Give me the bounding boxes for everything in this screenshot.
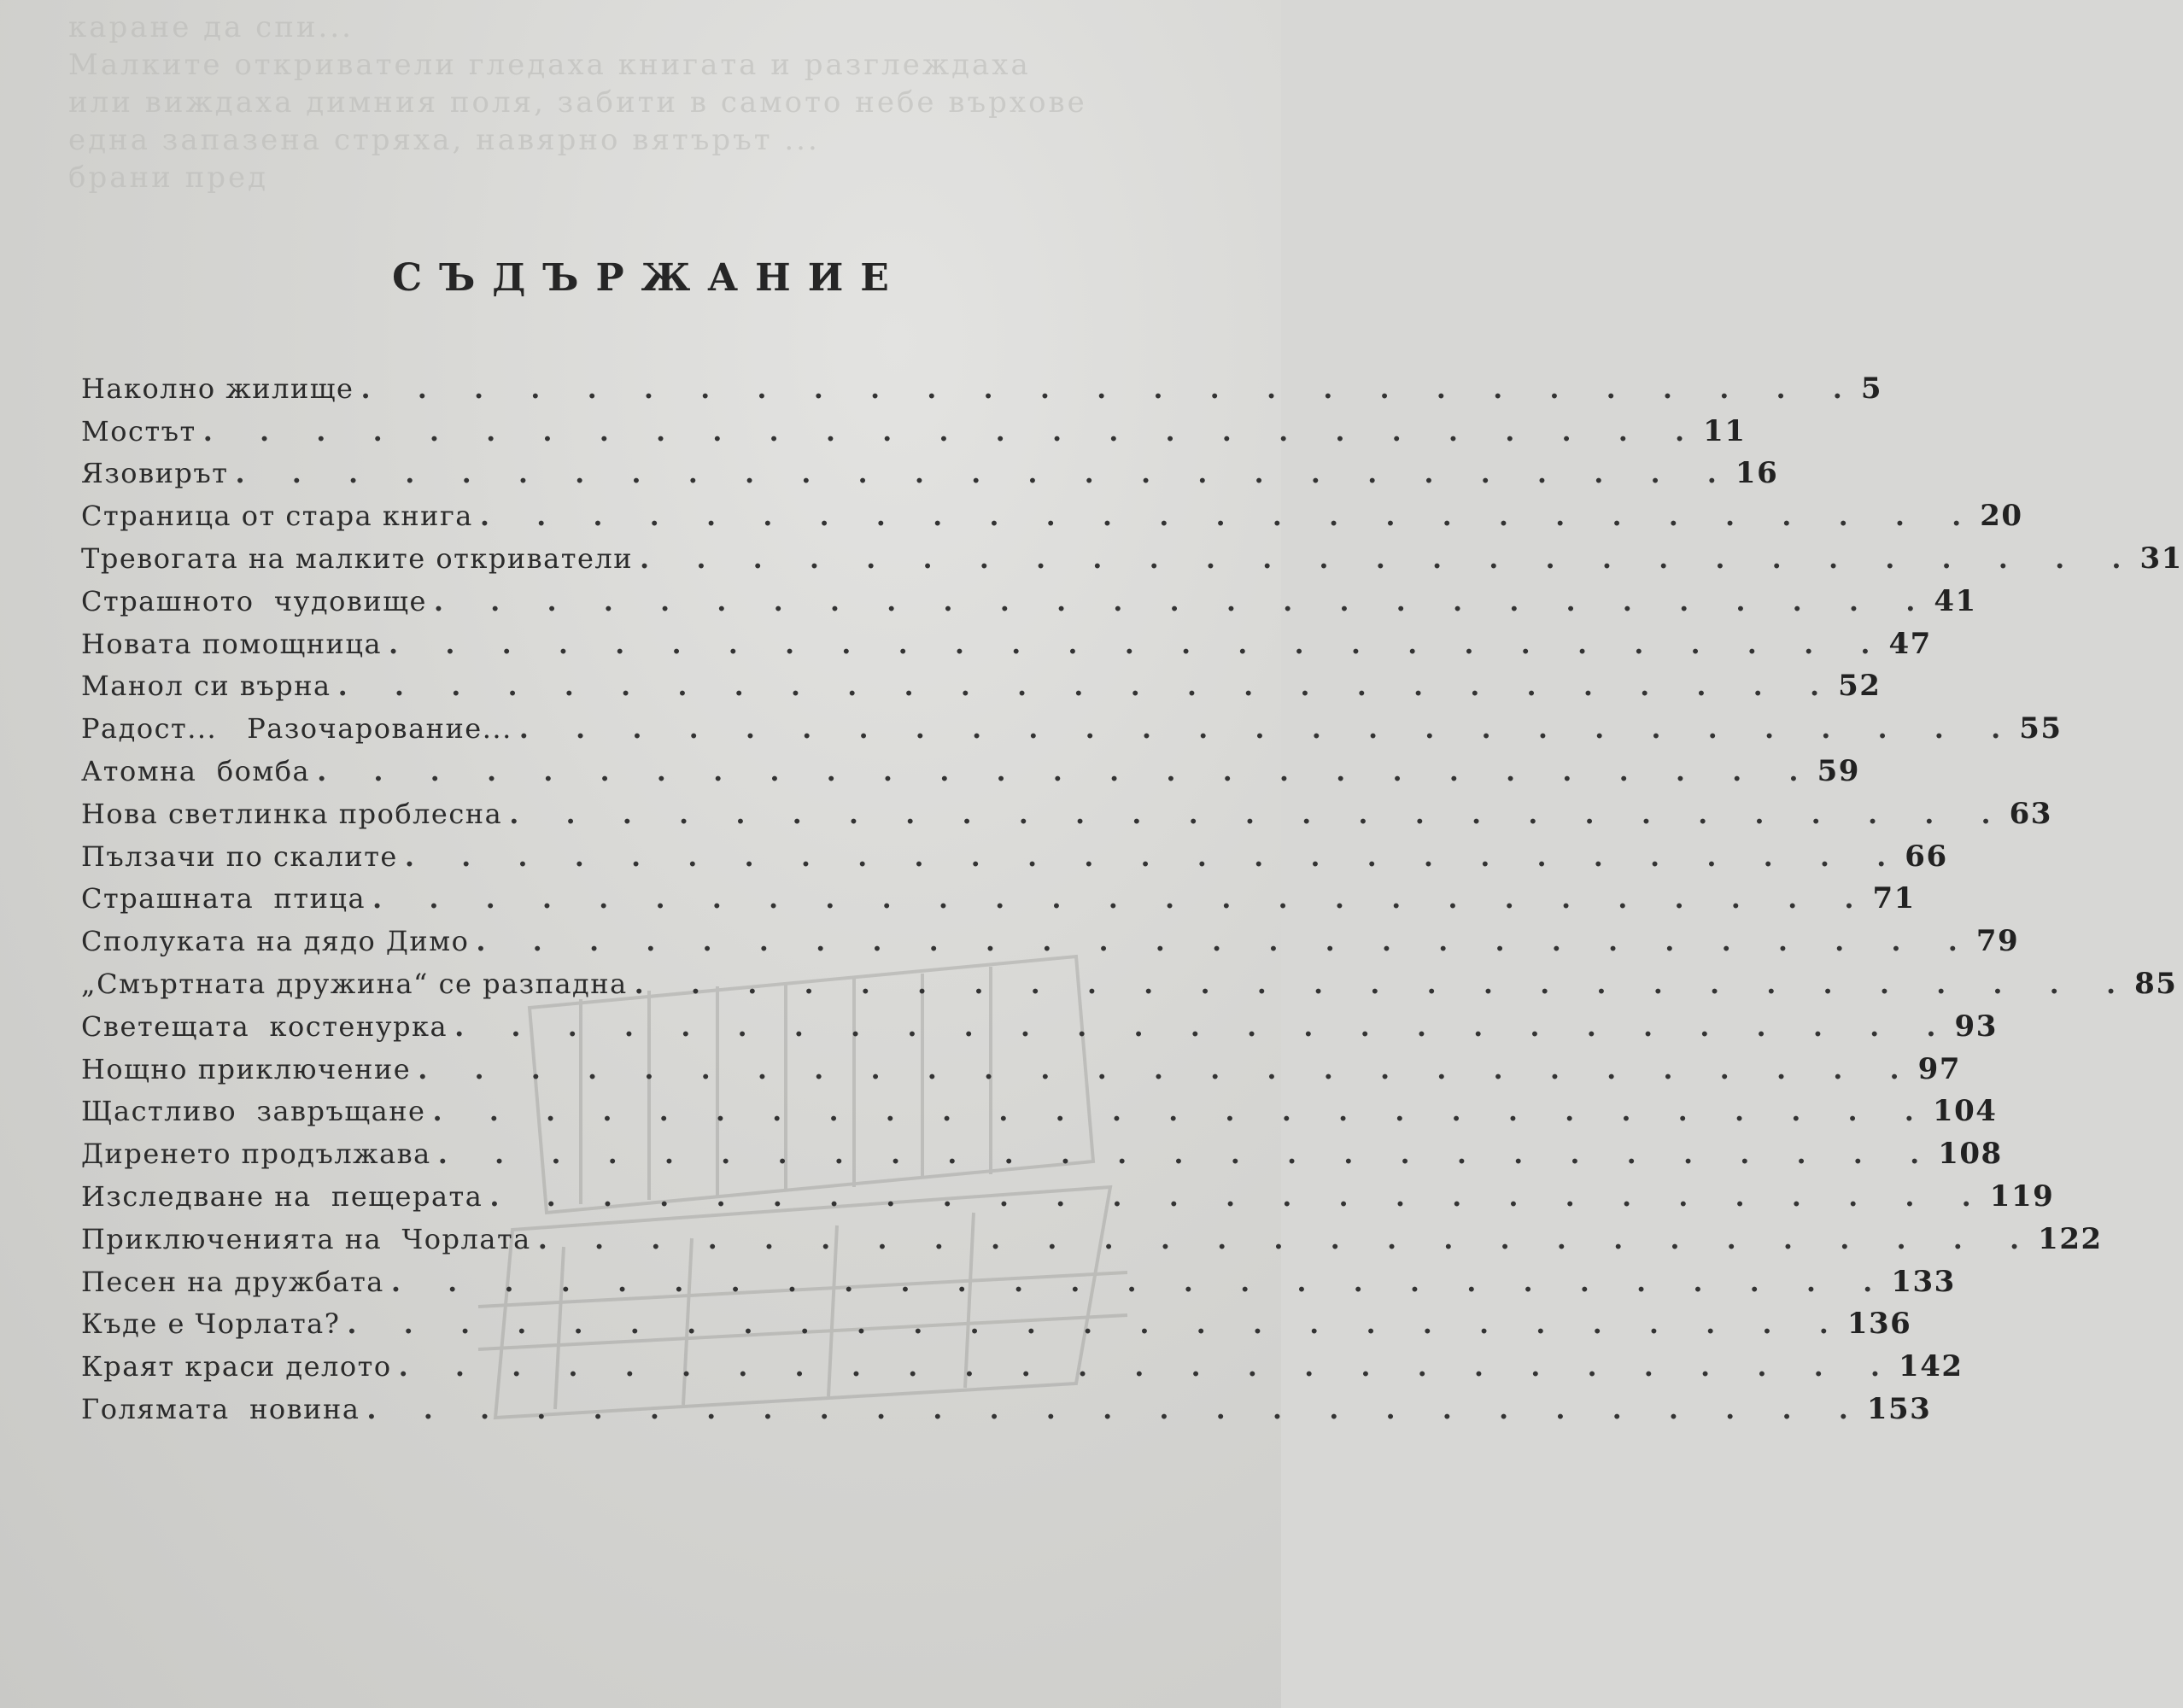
toc-leader-dots: . . . . . . . . . . . . . . . . . . . . . . . . . . . <box>479 500 1981 533</box>
toc-entry[interactable] <box>81 410 1747 453</box>
toc-leader-dots: . . . . . . . . . . . . . . . . . . . . . . . . . . . <box>437 1138 1939 1171</box>
toc-entry-page: 142 <box>1899 1349 1964 1384</box>
toc-entry-title: Тревогата на малките откриватели <box>81 542 634 576</box>
toc-leader-dots: . . . . . . . . . . . . . . . . . . . . . . . . . . . <box>634 968 2135 1001</box>
toc-leader-dots: . . . . . . . . . . . . . . . . . . . . . . . . . . . <box>390 1265 1892 1298</box>
toc-entry-title: „Смъртната дружина“ се разпадна <box>81 968 628 1001</box>
toc-entry[interactable] <box>81 750 1860 793</box>
toc-entry-title: Страшната птица <box>81 882 366 915</box>
toc-entry[interactable] <box>81 1218 2103 1261</box>
toc-entry-page: 136 <box>1846 1307 1912 1342</box>
page-title: СЪДЪРЖАНИЕ <box>392 256 906 300</box>
toc-entry-page: 85 <box>2134 967 2178 1002</box>
bleed-line: или виждаха димния поля, забити в самото небе върхове <box>68 85 1087 120</box>
toc-entry-page: 122 <box>2038 1221 2103 1256</box>
toc-entry-title: Радост... Разочарование... <box>81 712 512 746</box>
toc-entry-title: Атомна бомба <box>81 755 311 788</box>
bleed-line: Малките откриватели гледаха книгата и разглеждаха <box>68 48 1031 82</box>
toc-leader-dots: . . . . . . . . . . . . . . . . . . . . . . . . . . . <box>337 670 1839 703</box>
toc-entry-page: 52 <box>1838 669 1882 704</box>
toc-leader-dots: . . . . . . . . . . . . . . . . . . . . . . . . . . . <box>418 1052 1918 1085</box>
toc-leader-dots: . . . . . . . . . . . . . . . . . . . . . . . . . . . <box>360 371 1861 405</box>
toc-entry-page: 47 <box>1888 626 1932 661</box>
toc-leader-dots: . . . . . . . . . . . . . . . . . . . . . . . . . . . <box>476 925 1976 958</box>
toc-entry-title: Манол си върна <box>81 670 331 703</box>
toc-entry-title: Приключенията на Чорлата <box>81 1222 531 1255</box>
toc-entry-page: 31 <box>2139 541 2183 576</box>
toc-entry-page: 11 <box>1703 413 1747 448</box>
bleed-line: една запазена стряха, навярно вятърът ... <box>68 123 820 157</box>
toc-entry-page: 41 <box>1934 583 1977 618</box>
toc-entry[interactable] <box>81 367 1883 410</box>
toc-entry[interactable] <box>81 537 2183 580</box>
toc-leader-dots: . . . . . . . . . . . . . . . . . . . . . . . . . . . <box>518 712 2020 746</box>
toc-entry[interactable] <box>81 1388 1932 1430</box>
toc-entry-page: 153 <box>1866 1392 1932 1427</box>
toc-entry-page: 20 <box>1980 499 2023 534</box>
toc-entry-page: 16 <box>1735 456 1779 491</box>
toc-leader-dots: . . . . . . . . . . . . . . . . . . . . . . . . . . . <box>433 584 1934 617</box>
toc-entry[interactable] <box>81 623 1932 665</box>
toc-entry[interactable] <box>81 453 1779 495</box>
toc-leader-dots: . . . . . . . . . . . . . . . . . . . . . . . . . . . <box>509 797 2010 830</box>
toc-entry[interactable] <box>81 1048 1961 1091</box>
toc-entry-page: 59 <box>1817 754 1860 789</box>
toc-entry-title: Страшното чудовище <box>81 584 427 617</box>
toc-entry[interactable] <box>81 1303 1912 1346</box>
toc-entry-page: 119 <box>1989 1179 2055 1214</box>
toc-leader-dots: . . . . . . . . . . . . . . . . . . . . . . . . . . . <box>432 1095 1933 1128</box>
toc-entry[interactable] <box>81 707 2063 750</box>
toc-entry-title: Наколно жилище <box>81 371 354 405</box>
toc-entry-page: 133 <box>1891 1264 1956 1299</box>
toc-entry-title: Язовирът <box>81 457 229 490</box>
toc-leader-dots: . . . . . . . . . . . . . . . . . . . . . . . . . . . <box>202 414 1704 447</box>
toc-entry[interactable] <box>81 1261 1956 1303</box>
toc-entry-page: 79 <box>1975 924 2020 959</box>
toc-entry-page: 104 <box>1932 1094 1998 1129</box>
bleed-line: каране да спи... <box>68 10 354 44</box>
toc-entry-title: Песен на дружбата <box>81 1265 384 1298</box>
toc-entry[interactable] <box>81 835 1948 878</box>
toc-leader-dots: . . . . . . . . . . . . . . . . . . . . . . . . . . . <box>235 457 1735 490</box>
toc-entry-title: Светещата костенурка <box>81 1009 448 1043</box>
toc-entry[interactable] <box>81 580 1977 623</box>
toc-leader-dots: . . . . . . . . . . . . . . . . . . . . . . . . . . . <box>454 1009 1955 1043</box>
toc-leader-dots: . . . . . . . . . . . . . . . . . . . . . . . . . . . <box>640 542 2140 576</box>
toc-leader-dots: . . . . . . . . . . . . . . . . . . . . . . . . . . . <box>366 1393 1867 1426</box>
toc-entry-title: Нощно приключение <box>81 1052 412 1085</box>
toc-leader-dots: . . . . . . . . . . . . . . . . . . . . . . . . . . . <box>347 1307 1847 1341</box>
toc-leader-dots: . . . . . . . . . . . . . . . . . . . . . . . . . . . <box>489 1180 1990 1214</box>
toc-entry-title: Изследване на пещерата <box>81 1180 483 1214</box>
toc-entry-page: 66 <box>1905 839 1948 874</box>
toc-entry[interactable] <box>81 1005 1998 1048</box>
toc-leader-dots: . . . . . . . . . . . . . . . . . . . . . . . . . . . <box>537 1222 2039 1255</box>
toc-entry-page: 63 <box>2009 796 2052 831</box>
toc-entry-page: 5 <box>1860 371 1883 406</box>
toc-entry-page: 55 <box>2019 711 2063 746</box>
table-of-contents <box>81 367 2183 1430</box>
toc-entry-title: Къде е Чорлата? <box>81 1307 341 1341</box>
bleed-line: брани пред <box>68 161 269 195</box>
toc-leader-dots: . . . . . . . . . . . . . . . . . . . . . . . . . . . <box>317 755 1817 788</box>
toc-entry-page: 108 <box>1938 1137 2003 1172</box>
toc-entry-title: Краят краси делото <box>81 1350 392 1383</box>
toc-entry-page: 97 <box>1917 1051 1961 1086</box>
toc-entry-title: Новата помощница <box>81 627 383 660</box>
toc-leader-dots: . . . . . . . . . . . . . . . . . . . . . . . . . . . <box>404 839 1905 873</box>
toc-entry[interactable] <box>81 1091 1998 1133</box>
toc-entry-title: Страница от стара книга <box>81 500 473 533</box>
toc-leader-dots: . . . . . . . . . . . . . . . . . . . . . . . . . . . <box>372 882 1873 915</box>
toc-entry-title: Пълзачи по скалите <box>81 839 398 873</box>
toc-entry[interactable] <box>81 665 1882 708</box>
toc-leader-dots: . . . . . . . . . . . . . . . . . . . . . . . . . . . <box>398 1350 1899 1383</box>
toc-entry-title: Мостът <box>81 414 196 447</box>
toc-entry[interactable] <box>81 1345 1964 1388</box>
toc-entry-title: Голямата новина <box>81 1393 360 1426</box>
toc-entry[interactable] <box>81 1175 2055 1218</box>
toc-entry-title: Сполуката на дядо Димо <box>81 925 470 958</box>
toc-entry[interactable] <box>81 1132 2003 1175</box>
toc-entry-page: 71 <box>1872 881 1916 916</box>
bleed-through-text <box>68 9 1264 196</box>
toc-entry-title: Нова светлинка проблесна <box>81 797 503 830</box>
toc-entry[interactable] <box>81 878 1916 921</box>
toc-entry-title: Щастливо завръщане <box>81 1095 426 1128</box>
toc-entry-title: Диренето продължава <box>81 1138 431 1171</box>
toc-entry[interactable] <box>81 494 2023 537</box>
toc-entry[interactable] <box>81 962 2178 1005</box>
toc-leader-dots: . . . . . . . . . . . . . . . . . . . . . . . . . . . <box>389 627 1889 660</box>
toc-entry[interactable] <box>81 920 2020 962</box>
toc-entry-page: 93 <box>1954 1009 1998 1044</box>
toc-entry[interactable] <box>81 793 2052 835</box>
